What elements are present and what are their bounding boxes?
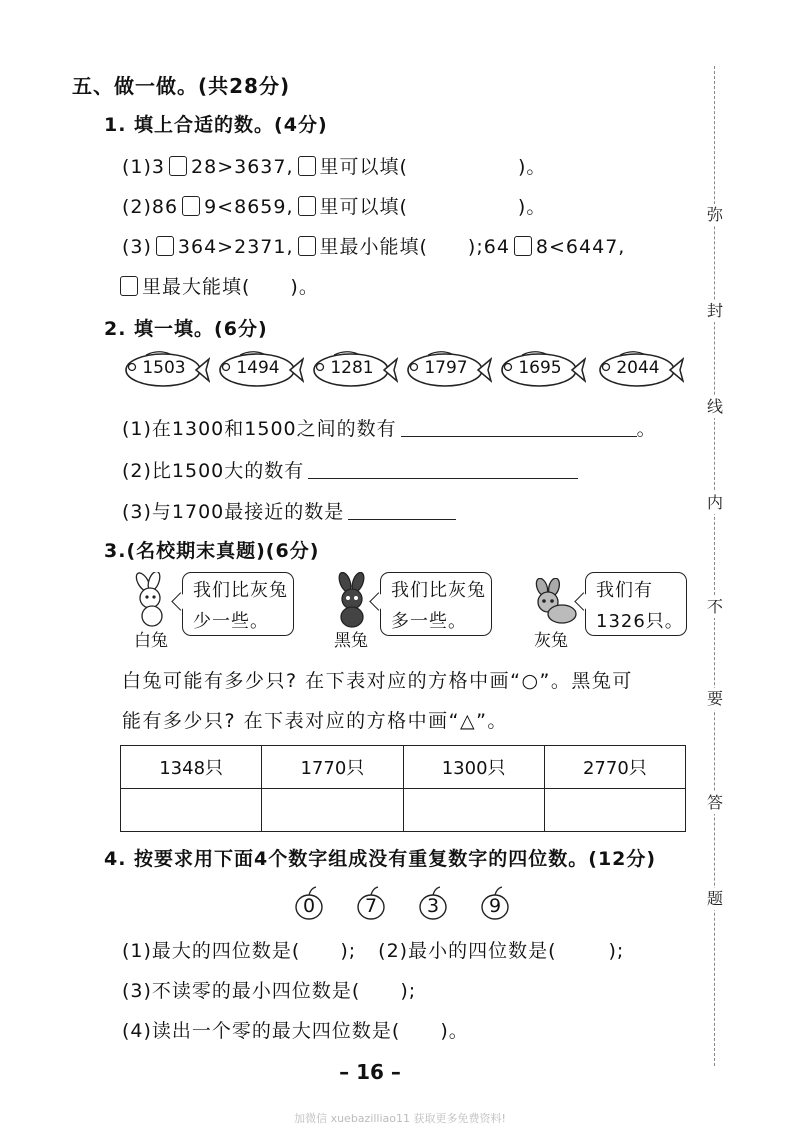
fish-number: 1494 — [236, 358, 280, 378]
q1-part2-text: (2)86 — [122, 196, 179, 218]
q1-part4 — [120, 272, 319, 299]
q3-instruction: 能有多少只? 在下表对应的方格中画“△”。 — [122, 710, 508, 732]
q1-part3-text: (3) — [122, 236, 152, 258]
digit-text: 7 — [364, 895, 378, 917]
q4-text: (3)不读零的最小四位数是( — [122, 980, 361, 1002]
q4-line2 — [122, 976, 416, 1003]
q1-part3-text: 8<6447, — [535, 236, 626, 258]
q4-text: ); — [400, 980, 417, 1002]
q4-text: ); — [608, 940, 625, 962]
q4-text: (1)最大的四位数是( — [122, 940, 301, 962]
fish-number: 1797 — [424, 358, 468, 378]
margin-char: 内 — [704, 492, 726, 514]
q4-text: (4)读出一个零的最大四位数是( — [122, 1020, 401, 1042]
speech-bubble — [182, 572, 294, 636]
fish-card — [592, 349, 684, 391]
bubble-line: 我们比灰兔 — [193, 580, 288, 601]
q1-part3-text: 364>2371, — [177, 236, 294, 258]
digit-apple — [478, 885, 512, 921]
answer-line[interactable] — [348, 519, 456, 520]
fish-card — [494, 349, 586, 391]
q4-text: )。 — [440, 1020, 469, 1042]
fish-number: 2044 — [616, 358, 660, 378]
answer-table — [120, 745, 686, 832]
fish-card — [306, 349, 398, 391]
margin-char: 题 — [704, 888, 726, 910]
margin-char: 线 — [704, 396, 726, 418]
margin-char: 不 — [704, 596, 726, 618]
q2-line1-end: 。 — [636, 418, 657, 440]
digit-text: 0 — [302, 895, 316, 917]
table-header-cell: 1300只 — [403, 746, 544, 789]
fish-card — [212, 349, 304, 391]
q4-text: ); — [340, 940, 357, 962]
q3-instruction: 白兔可能有多少只? 在下表对应的方格中画“○”。黑兔可 — [122, 670, 633, 692]
digit-text: 9 — [488, 895, 502, 917]
q2-line3 — [122, 497, 456, 524]
speech-bubble — [380, 572, 492, 636]
q1-part3-text: );64 — [467, 236, 510, 258]
q1-part1-text: 里可以填( — [319, 156, 408, 178]
digit-apple — [354, 885, 388, 921]
grey-rabbit-icon — [528, 578, 580, 626]
q1-part3 — [122, 232, 625, 259]
speech-bubble — [585, 572, 687, 636]
q2-line2-text: (2)比1500大的数有 — [122, 460, 305, 482]
digit-apple — [416, 885, 450, 921]
answer-line[interactable] — [308, 478, 578, 479]
margin-char: 弥 — [704, 204, 726, 226]
q1-part4-text: 里最大能填( — [142, 276, 251, 298]
table-answer-row — [121, 789, 686, 832]
q1-part1-text: )。 — [517, 156, 547, 178]
table-header-cell: 1348只 — [121, 746, 262, 789]
digit-box-ref — [298, 156, 316, 176]
q2-title: 2. 填一填。(6分) — [104, 318, 268, 340]
q4-line1 — [122, 936, 624, 963]
digit-box[interactable] — [182, 196, 200, 216]
table-header-cell: 1770只 — [262, 746, 403, 789]
margin-char: 答 — [704, 792, 726, 814]
digit-box[interactable] — [169, 156, 187, 176]
bubble-line: 我们有 — [596, 580, 653, 601]
answer-cell[interactable] — [403, 789, 544, 832]
q2-line1-text: (1)在1300和1500之间的数有 — [122, 418, 397, 440]
bubble-line: 我们比灰兔 — [391, 580, 486, 601]
digit-box-ref — [298, 196, 316, 216]
answer-cell[interactable] — [262, 789, 403, 832]
q1-part4-text: )。 — [290, 276, 319, 298]
answer-cell[interactable] — [121, 789, 262, 832]
q4-text: (2)最小的四位数是( — [378, 940, 557, 962]
digit-box[interactable] — [514, 236, 532, 256]
fish-number: 1503 — [142, 358, 186, 378]
q1-title: 1. 填上合适的数。(4分) — [104, 114, 328, 136]
fish-card — [400, 349, 492, 391]
q1-part2-text: 9<8659, — [204, 196, 294, 218]
q1-part1-text: (1)3 — [122, 156, 166, 178]
margin-char: 要 — [704, 688, 726, 710]
rabbit-label: 黑兔 — [334, 631, 368, 651]
q2-line2 — [122, 456, 578, 483]
q1-part2-text: )。 — [517, 196, 547, 218]
q3-title: 3.(名校期末真题)(6分) — [104, 540, 320, 562]
rabbit-label: 白兔 — [134, 631, 168, 651]
footer-watermark: 加微信 xuebazilliao11 获取更多免费资料! — [294, 1112, 506, 1125]
digit-apple — [292, 885, 326, 921]
answer-line[interactable] — [401, 436, 637, 437]
rabbit-label: 灰兔 — [534, 631, 568, 651]
table-header-cell: 2770只 — [544, 746, 685, 789]
fish-number: 1281 — [330, 358, 374, 378]
q1-part1 — [122, 152, 546, 179]
fish-number: 1695 — [518, 358, 562, 378]
digit-box-ref — [120, 276, 138, 296]
digit-text: 3 — [426, 895, 440, 917]
q4-line3 — [122, 1016, 469, 1043]
bubble-line: 少一些。 — [193, 611, 269, 632]
digit-box-ref — [298, 236, 316, 256]
margin-char: 封 — [704, 300, 726, 322]
q1-part2-text: 里可以填( — [319, 196, 408, 218]
answer-cell[interactable] — [544, 789, 685, 832]
q4-title: 4. 按要求用下面4个数字组成没有重复数字的四位数。(12分) — [104, 848, 657, 870]
q1-part3-text: 里最小能填( — [319, 236, 428, 258]
q2-line1 — [122, 414, 657, 441]
page-number: – 16 – — [339, 1060, 401, 1084]
white-rabbit-icon — [128, 572, 174, 628]
digit-box[interactable] — [156, 236, 174, 256]
q2-line3-text: (3)与1700最接近的数是 — [122, 501, 345, 523]
q1-part2 — [122, 192, 546, 219]
table-header-row — [121, 746, 686, 789]
bubble-line: 多一些。 — [391, 611, 467, 632]
bubble-line: 1326只。 — [596, 611, 684, 632]
fish-card — [118, 349, 210, 391]
section-title: 五、做一做。(共28分) — [72, 74, 291, 98]
q1-part1-text: 28>3637, — [191, 156, 294, 178]
